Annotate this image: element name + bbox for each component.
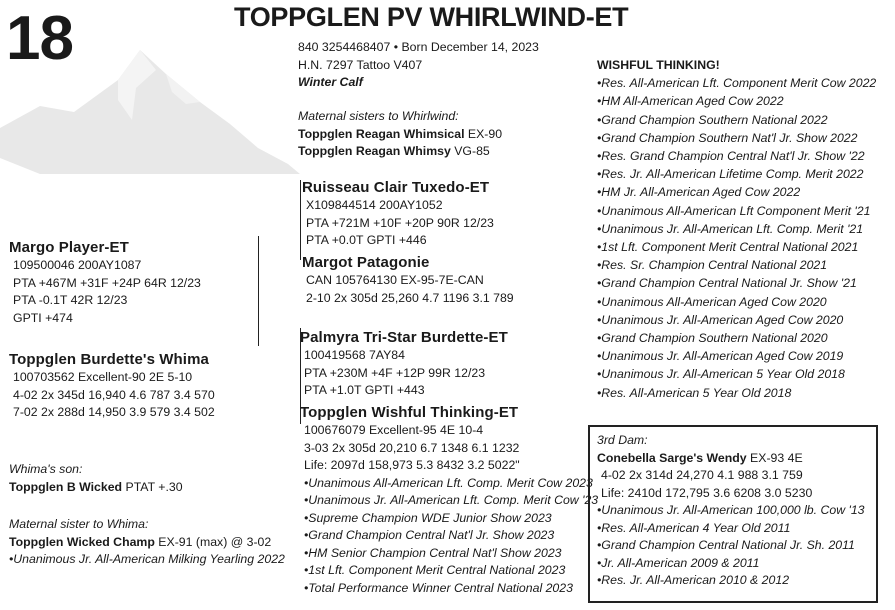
- sire-sire-line: PTA +721M +10F +20P 90R 12/23: [306, 215, 494, 230]
- sister-item: [298, 126, 502, 144]
- wishful-item: •HM Jr. All-American Aged Cow 2022: [597, 185, 801, 200]
- sister-score: VG-85: [450, 144, 490, 158]
- dam-dam-line: 3-03 2x 305d 20,210 6.7 1348 6.1 1232: [304, 440, 520, 455]
- sire-line: PTA -0.1T 42R 12/23: [13, 293, 128, 307]
- dam-dam-honor: •1st Lft. Component Merit Central National 2023: [304, 563, 566, 577]
- whima-son-block: [9, 461, 183, 496]
- wishful-block: [597, 56, 876, 402]
- dam-dam-line: Life: 2097d 158,973 5.3 8432 3.2 5022": [304, 458, 520, 472]
- whima-sister-honor: •Unanimous Jr. All-American Milking Yearling 2022: [9, 552, 285, 566]
- dam-dam-block: [300, 403, 598, 597]
- sire-line: PTA +467M +31F +24P 64R 12/23: [13, 275, 201, 290]
- sire-block: [9, 238, 201, 327]
- sire-dam-line: CAN 105764130 EX-95-7E-CAN: [306, 273, 484, 287]
- wishful-item: •Grand Champion Central National Jr. Show '21: [597, 276, 857, 291]
- maternal-sisters: [298, 108, 502, 161]
- dam-sire-line: PTA +1.0T GPTI +443: [304, 383, 425, 397]
- third-dam-block: [597, 432, 865, 590]
- animal-info: [298, 39, 539, 92]
- sire-line: GPTI +474: [13, 310, 73, 325]
- dam-line: 7-02 2x 288d 14,950 3.9 579 3.4 502: [13, 405, 215, 419]
- sire-sire-line: X109844514 200AY1052: [306, 198, 443, 212]
- wishful-item: •Grand Champion Southern Nat'l Jr. Show 2022: [597, 130, 858, 145]
- third-dam-name: Conebella Sarge's Wendy: [597, 450, 747, 465]
- dam-dam-honor: •Unanimous All-American Lft. Comp. Merit Cow 2023: [304, 475, 593, 490]
- wishful-item: •Grand Champion Southern National 2022: [597, 112, 828, 127]
- sire-dam-block: [302, 253, 514, 307]
- sire-sire-line: PTA +0.0T GPTI +446: [306, 233, 427, 247]
- animal-name: TOPPGLEN PV WHIRLWIND-ET: [234, 2, 629, 32]
- wishful-item: •Res. Jr. All-American Lifetime Comp. Merit 2022: [597, 167, 864, 182]
- sire-sire-block: [302, 178, 494, 250]
- whima-son-detail: PTAT +.30: [122, 479, 183, 494]
- whima-sister-block: [9, 516, 285, 569]
- wishful-item: •Res. All-American 5 Year Old 2018: [597, 385, 792, 400]
- pedigree-line: [300, 180, 301, 260]
- sire-dam-name: Margot Patagonie: [302, 254, 430, 271]
- wishful-item: •Unanimous Jr. All-American Aged Cow 2019: [597, 349, 844, 364]
- third-dam-line: 4-02 2x 314d 24,270 4.1 988 3.1 759: [601, 468, 803, 482]
- wishful-item: •Unanimous Jr. All-American 5 Year Old 2018: [597, 367, 845, 382]
- third-dam-honor: •Res. Jr. All-American 2010 & 2012: [597, 573, 790, 587]
- dam-sire-name: Palmyra Tri-Star Burdette-ET: [300, 329, 508, 346]
- dam-sire-line: PTA +230M +4F +12P 99R 12/23: [304, 365, 486, 380]
- dam-line: 100703562 Excellent-90 2E 5-10: [13, 370, 193, 384]
- wishful-item: •Unanimous All-American Lft Component Merit '21: [597, 203, 871, 218]
- dam-dam-honor: •Unanimous Jr. All-American Lft. Comp. Merit Cow '23: [304, 493, 599, 507]
- whima-sister-detail: EX-91 (max) @ 3-02: [154, 534, 272, 549]
- third-dam-honor: •Jr. All-American 2009 & 2011: [597, 555, 760, 570]
- third-dam-line: Life: 2410d 172,795 3.6 6208 3.0 5230: [601, 485, 813, 500]
- sire-name: Margo Player-ET: [9, 239, 129, 256]
- sister-score: EX-90: [464, 126, 503, 141]
- dam-dam-line: 100676079 Excellent-95 4E 10-4: [304, 423, 484, 437]
- third-dam-honor: •Grand Champion Central National Jr. Sh. 2011: [597, 538, 855, 552]
- wishful-item: •HM All-American Aged Cow 2022: [597, 94, 784, 109]
- sister-name: Toppglen Reagan Whimsy: [298, 144, 451, 158]
- dam-name: Toppglen Burdette's Whima: [9, 351, 209, 368]
- dam-dam-honor: •HM Senior Champion Central Nat'l Show 2023: [304, 545, 562, 560]
- wishful-heading: WISHFUL THINKING!: [597, 58, 720, 72]
- animal-hn-line: H.N. 7297 Tattoo V407: [298, 57, 423, 72]
- maternal-sisters-heading: Maternal sisters to Whirlwind:: [298, 109, 459, 123]
- dam-dam-honor: •Supreme Champion WDE Junior Show 2023: [304, 510, 552, 525]
- pedigree-line: [258, 236, 259, 346]
- wishful-item: •Res. Grand Champion Central Nat'l Jr. Show '22: [597, 149, 865, 164]
- sire-sire-name: Ruisseau Clair Tuxedo-ET: [302, 179, 490, 196]
- dam-dam-name: Toppglen Wishful Thinking-ET: [300, 404, 519, 421]
- sister-item: [298, 143, 502, 161]
- wishful-item: •Res. Sr. Champion Central National 2021: [597, 258, 828, 273]
- wishful-item: •Unanimous Jr. All-American Lft. Comp. Merit '21: [597, 221, 864, 236]
- wishful-item: •Res. All-American Lft. Component Merit Cow 2022: [597, 76, 877, 91]
- dam-sire-block: [300, 328, 508, 400]
- third-dam-score: EX-93 4E: [746, 450, 803, 465]
- whima-sister-name: Toppglen Wicked Champ: [9, 534, 155, 549]
- sire-dam-line: 2-10 2x 305d 25,260 4.7 1196 3.1 789: [306, 290, 514, 305]
- third-dam-heading: 3rd Dam:: [597, 433, 648, 447]
- whima-sister-heading: Maternal sister to Whima:: [9, 517, 149, 531]
- animal-id-line: 840 3254468407 • Born December 14, 2023: [298, 40, 539, 54]
- dam-dam-honor: •Total Performance Winner Central National 2023: [304, 580, 573, 595]
- dam-line: 4-02 2x 345d 16,940 4.6 787 3.4 570: [13, 387, 215, 402]
- sister-name: Toppglen Reagan Whimsical: [298, 126, 465, 141]
- dam-sire-line: 100419568 7AY84: [304, 348, 405, 362]
- third-dam-honor: •Unanimous Jr. All-American 100,000 lb. Cow '13: [597, 503, 865, 517]
- dam-dam-honor: •Grand Champion Central Nat'l Jr. Show 2023: [304, 528, 555, 542]
- dam-block: [9, 350, 215, 422]
- wishful-item: •Unanimous All-American Aged Cow 2020: [597, 294, 827, 309]
- wishful-item: •Grand Champion Southern National 2020: [597, 331, 828, 346]
- whima-son-heading: Whima's son:: [9, 462, 83, 476]
- wishful-item: •1st Lft. Component Merit Central National 2021: [597, 240, 859, 255]
- lot-number: 18: [6, 4, 73, 73]
- whima-son-name: Toppglen B Wicked: [9, 479, 123, 494]
- sire-line: 109500046 200AY1087: [13, 258, 142, 272]
- third-dam-honor: •Res. All-American 4 Year Old 2011: [597, 520, 791, 535]
- wishful-item: •Unanimous Jr. All-American Aged Cow 2020: [597, 312, 844, 327]
- animal-class: Winter Calf: [298, 75, 363, 89]
